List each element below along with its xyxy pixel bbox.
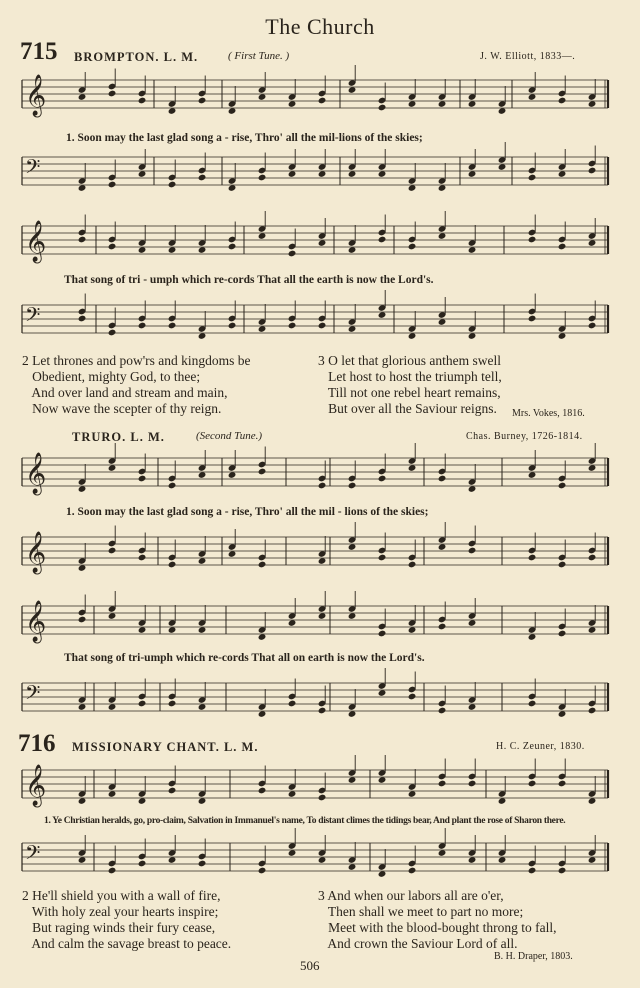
note	[438, 780, 447, 788]
hymn-number: 716	[18, 730, 56, 757]
note	[258, 867, 267, 875]
note	[588, 554, 597, 562]
bass-clef: 𝄢	[25, 303, 41, 331]
stanza: 3 And when our labors all are o'er, Then shall we meet to part no more; Meet with the blood-bought throng to fall, And crown the Saviour Lord of all.	[318, 888, 557, 951]
bass-clef: 𝄢	[25, 681, 41, 709]
note	[528, 174, 537, 182]
treble-clef: 𝄞	[25, 765, 47, 806]
note	[378, 630, 387, 638]
note	[258, 468, 267, 476]
note	[228, 322, 237, 330]
note	[408, 561, 417, 569]
note	[168, 181, 177, 189]
note	[588, 322, 597, 330]
lyric-line: That song of tri-umph which re-cords That all on earth is now the Lord's.	[64, 652, 425, 664]
note	[588, 167, 597, 175]
tune-name: TRURO. L. M.	[72, 430, 165, 444]
note	[558, 97, 567, 105]
note	[528, 867, 537, 875]
note	[258, 787, 267, 795]
treble-clef: 𝄞	[25, 221, 47, 262]
note	[318, 794, 327, 802]
lyric-line: 1. Soon may the last glad song a - rise, Thro' all the mil - lions of the skies;	[66, 506, 429, 518]
note	[558, 780, 567, 788]
note	[378, 236, 387, 244]
page-number: 506	[300, 958, 320, 973]
composer: J. W. Elliott, 1833—.	[480, 51, 576, 62]
note	[558, 867, 567, 875]
lyric-line: 1. Ye Christian heralds, go, pro-claim, Salvation in Immanuel's name, To distant climes the tidings bear, And plant the rose of Sharon there.	[44, 816, 566, 826]
note	[318, 97, 327, 105]
note	[528, 780, 537, 788]
note	[318, 707, 327, 715]
tune-name: MISSIONARY CHANT. L. M.	[72, 740, 259, 754]
note	[438, 623, 447, 631]
composer: Chas. Burney, 1726-1814.	[466, 431, 583, 442]
note	[408, 243, 417, 251]
note	[588, 707, 597, 715]
composer: H. C. Zeuner, 1830.	[496, 741, 585, 752]
hymn-number: 715	[20, 38, 58, 65]
lyric-line: 1. Soon may the last glad song a - rise, Thro' all the mil-lions of the skies;	[66, 132, 423, 144]
note	[528, 700, 537, 708]
note	[108, 243, 117, 251]
note	[78, 236, 87, 244]
stanza: 2 Let thrones and pow'rs and kingdoms be Obedient, mighty God, to thee; And over land and stream and main, Now wave the scepter of thy reign.	[22, 353, 251, 416]
stanza: 2 He'll shield you with a wall of fire, With holy zeal your hearts inspire; But raging winds their fury cease, And calm the savage breast to peace.	[22, 888, 232, 951]
note	[378, 475, 387, 483]
note	[78, 616, 87, 624]
treble-clef: 𝄞	[25, 532, 47, 573]
note	[198, 860, 207, 868]
note	[288, 250, 297, 258]
note	[108, 90, 117, 98]
note	[528, 554, 537, 562]
tune-note: (Second Tune.)	[196, 430, 262, 442]
treble-clef: 𝄞	[25, 453, 47, 494]
note	[438, 475, 447, 483]
note	[138, 554, 147, 562]
note	[108, 867, 117, 875]
note	[138, 322, 147, 330]
note	[198, 97, 207, 105]
note	[138, 475, 147, 483]
note	[408, 693, 417, 701]
note	[78, 315, 87, 323]
bass-clef: 𝄢	[25, 155, 41, 183]
bass-clef: 𝄢	[25, 841, 41, 869]
note	[348, 482, 357, 490]
note	[138, 97, 147, 105]
note	[558, 630, 567, 638]
page-title: The Church	[265, 14, 375, 39]
note	[288, 700, 297, 708]
treble-clef: 𝄞	[25, 601, 47, 642]
note	[138, 860, 147, 868]
author: Mrs. Vokes, 1816.	[512, 408, 585, 419]
note	[318, 482, 327, 490]
note	[288, 322, 297, 330]
note	[108, 547, 117, 555]
note	[528, 236, 537, 244]
stanza: 3 O let that glorious anthem swell Let host to host the triumph tell, Till not one rebel heart remains, But over all the Saviour reigns.	[318, 353, 502, 416]
note	[108, 329, 117, 337]
note	[198, 174, 207, 182]
tune-note: ( First Tune. )	[228, 50, 290, 62]
tune-name: BROMPTON. L. M.	[74, 50, 199, 64]
note	[468, 547, 477, 555]
note	[168, 787, 177, 795]
note	[378, 554, 387, 562]
note	[528, 315, 537, 323]
note	[228, 243, 237, 251]
note	[108, 181, 117, 189]
note	[468, 780, 477, 788]
treble-clef: 𝄞	[25, 75, 47, 116]
note	[378, 104, 387, 112]
note	[168, 700, 177, 708]
lyric-line: That song of tri - umph which re-cords That all the earth is now the Lord's.	[64, 274, 434, 286]
note	[408, 867, 417, 875]
note	[318, 322, 327, 330]
note	[168, 561, 177, 569]
author: B. H. Draper, 1803.	[494, 951, 573, 962]
note	[168, 482, 177, 490]
note	[438, 707, 447, 715]
note	[558, 482, 567, 490]
note	[558, 243, 567, 251]
note	[138, 700, 147, 708]
note	[258, 174, 267, 182]
note	[558, 561, 567, 569]
note	[258, 561, 267, 569]
note	[168, 322, 177, 330]
